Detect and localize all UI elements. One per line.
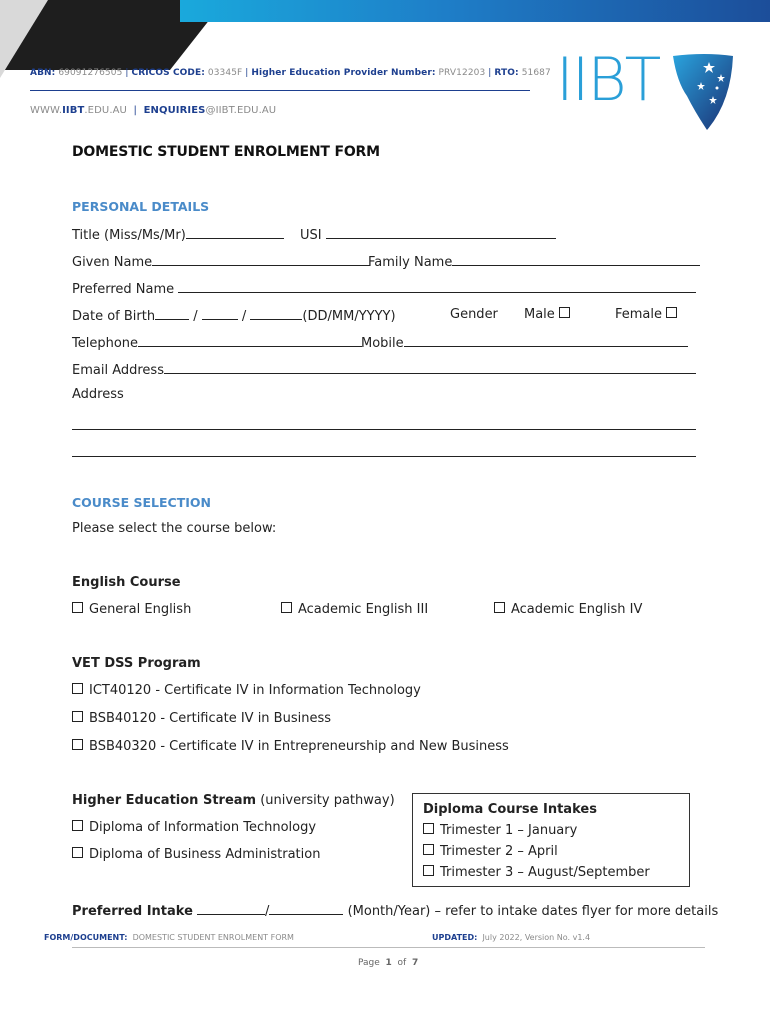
- dob-month-field[interactable]: [202, 307, 238, 320]
- mobile-row: [361, 334, 688, 351]
- footer-document-value: DOMESTIC STUDENT ENROLMENT FORM: [132, 933, 294, 942]
- trimester-2-label: Trimester 2 – April: [440, 844, 558, 859]
- email-label: Email Address: [72, 363, 164, 378]
- footer-updated-value: July 2022, Version No. v1.4: [482, 933, 591, 942]
- address-line-2[interactable]: [72, 456, 696, 457]
- preferred-intake-month-field[interactable]: [197, 902, 265, 915]
- iibt-logo-text: IIBT: [556, 45, 660, 115]
- vet-option-ict40120[interactable]: [72, 683, 421, 698]
- english-option-academic-iii[interactable]: [281, 602, 428, 617]
- given-name-label: Given Name: [72, 255, 153, 270]
- preferred-intake-label: Preferred Intake: [72, 904, 193, 919]
- course-selection-heading: COURSE SELECTION: [72, 495, 211, 510]
- english-course-heading: English Course: [72, 575, 181, 590]
- website-prefix: WWW.: [30, 105, 63, 116]
- title-row: [72, 226, 284, 243]
- telephone-label: Telephone: [72, 336, 139, 351]
- male-checkbox[interactable]: [559, 307, 570, 318]
- email-field[interactable]: [164, 361, 696, 374]
- ict40120-label: ICT40120 - Certificate IV in Information Technology: [89, 683, 421, 698]
- address-label: Address: [72, 387, 124, 402]
- academic-english-iv-checkbox[interactable]: [494, 602, 505, 613]
- footer-document: [44, 933, 294, 942]
- academic-english-iv-label: Academic English IV: [511, 602, 643, 617]
- mobile-label: Mobile: [361, 336, 404, 351]
- usi-label: USI: [300, 228, 322, 243]
- header-rule: [30, 90, 530, 91]
- dob-label: Date of Birth: [72, 309, 156, 324]
- mobile-field[interactable]: [404, 334, 688, 347]
- preferred-intake-row: Preferred Intake / (Month/Year) – refer to intake dates flyer for more details: [72, 904, 719, 919]
- email-row: [72, 361, 696, 378]
- higher-education-heading-rest: (university pathway): [256, 793, 395, 808]
- he-option-business[interactable]: [72, 847, 320, 862]
- general-english-checkbox[interactable]: [72, 602, 83, 613]
- trimester-3-checkbox[interactable]: [423, 865, 434, 876]
- intake-trimester-3[interactable]: [423, 865, 650, 880]
- female-checkbox[interactable]: [666, 307, 677, 318]
- diploma-intakes-heading: Diploma Course Intakes: [423, 802, 597, 817]
- usi-field[interactable]: [326, 226, 556, 239]
- form-title: DOMESTIC STUDENT ENROLMENT FORM: [72, 144, 380, 160]
- footer-updated: [432, 933, 590, 942]
- trimester-1-checkbox[interactable]: [423, 823, 434, 834]
- preferred-name-row: [72, 280, 696, 297]
- diploma-it-label: Diploma of Information Technology: [89, 820, 317, 835]
- title-field[interactable]: [186, 226, 284, 239]
- academic-english-iii-label: Academic English III: [298, 602, 429, 617]
- trimester-1-label: Trimester 1 – January: [440, 823, 578, 838]
- personal-details-heading: PERSONAL DETAILS: [72, 199, 210, 214]
- vet-option-bsb40320[interactable]: [72, 739, 509, 754]
- family-name-label: Family Name: [368, 255, 453, 270]
- diploma-business-label: Diploma of Business Administration: [89, 847, 321, 862]
- preferred-intake-note: (Month/Year) – refer to intake dates flyer for more details: [347, 904, 719, 919]
- ict40120-checkbox[interactable]: [72, 683, 83, 694]
- gender-male-option: [524, 307, 570, 322]
- bsb40120-label: BSB40120 - Certificate IV in Business: [89, 711, 331, 726]
- enquiries-label: ENQUIRIES: [143, 105, 206, 116]
- english-option-academic-iv[interactable]: [494, 602, 642, 617]
- iibt-shield-logo-icon: [665, 52, 735, 132]
- trimester-2-checkbox[interactable]: [423, 844, 434, 855]
- contact-line: WWW.IIBT.EDU.AU | ENQUIRIES@IIBT.EDU.AU: [30, 105, 277, 116]
- academic-english-iii-checkbox[interactable]: [281, 602, 292, 613]
- website-brand[interactable]: IIBT: [62, 105, 85, 116]
- title-label: Title (Miss/Ms/Mr): [72, 228, 186, 243]
- dob-day-field[interactable]: [155, 307, 189, 320]
- higher-education-heading: [72, 793, 395, 808]
- preferred-name-label: Preferred Name: [72, 282, 175, 297]
- telephone-row: [72, 334, 362, 351]
- he-option-it[interactable]: [72, 820, 316, 835]
- english-option-general[interactable]: [72, 602, 191, 617]
- intake-trimester-1[interactable]: [423, 823, 577, 838]
- course-instruction: Please select the course below:: [72, 521, 277, 536]
- female-label: Female: [615, 307, 663, 322]
- footer-rule: [72, 947, 705, 948]
- header-corner-light: [0, 0, 48, 78]
- telephone-field[interactable]: [138, 334, 362, 347]
- diploma-business-checkbox[interactable]: [72, 847, 83, 858]
- given-name-field[interactable]: [152, 253, 370, 266]
- page-number: Page 1 of 7: [358, 958, 419, 968]
- higher-education-heading-bold: Higher Education Stream: [72, 793, 257, 808]
- bsb40320-checkbox[interactable]: [72, 739, 83, 750]
- vet-option-bsb40120[interactable]: [72, 711, 331, 726]
- bsb40320-label: BSB40320 - Certificate IV in Entrepreneurship and New Business: [89, 739, 509, 754]
- preferred-intake-year-field[interactable]: [269, 902, 343, 915]
- family-name-field[interactable]: [452, 253, 700, 266]
- gender-label: Gender: [450, 307, 498, 322]
- family-name-row: [368, 253, 700, 270]
- given-name-row: [72, 253, 370, 270]
- male-label: Male: [524, 307, 555, 322]
- diploma-intakes-box: [412, 793, 690, 887]
- dob-row: Date of Birth / / (DD/MM/YYYY): [72, 309, 396, 324]
- address-line-1[interactable]: [72, 429, 696, 430]
- dob-year-field[interactable]: [250, 307, 302, 320]
- footer-document-label: FORM/DOCUMENT:: [44, 933, 128, 942]
- enquiries-email[interactable]: @IIBT.EDU.AU: [205, 105, 277, 116]
- usi-row: [300, 226, 556, 243]
- bsb40120-checkbox[interactable]: [72, 711, 83, 722]
- accreditation-line: ABN: 69091276505 | CRICOS CODE: 03345F | Higher Education Provider Number: PRV12203 | RTO: 51687: [30, 68, 551, 78]
- diploma-it-checkbox[interactable]: [72, 820, 83, 831]
- preferred-name-field[interactable]: [178, 280, 696, 293]
- vet-program-heading: VET DSS Program: [72, 656, 201, 671]
- trimester-3-label: Trimester 3 – August/September: [440, 865, 650, 880]
- general-english-label: General English: [89, 602, 192, 617]
- gender-female-option: [615, 307, 677, 322]
- website-suffix: .EDU.AU: [84, 105, 127, 116]
- header-color-band: [180, 0, 770, 22]
- intake-trimester-2[interactable]: [423, 844, 558, 859]
- footer-updated-label: UPDATED:: [432, 933, 478, 942]
- dob-format-hint: (DD/MM/YYYY): [302, 309, 396, 324]
